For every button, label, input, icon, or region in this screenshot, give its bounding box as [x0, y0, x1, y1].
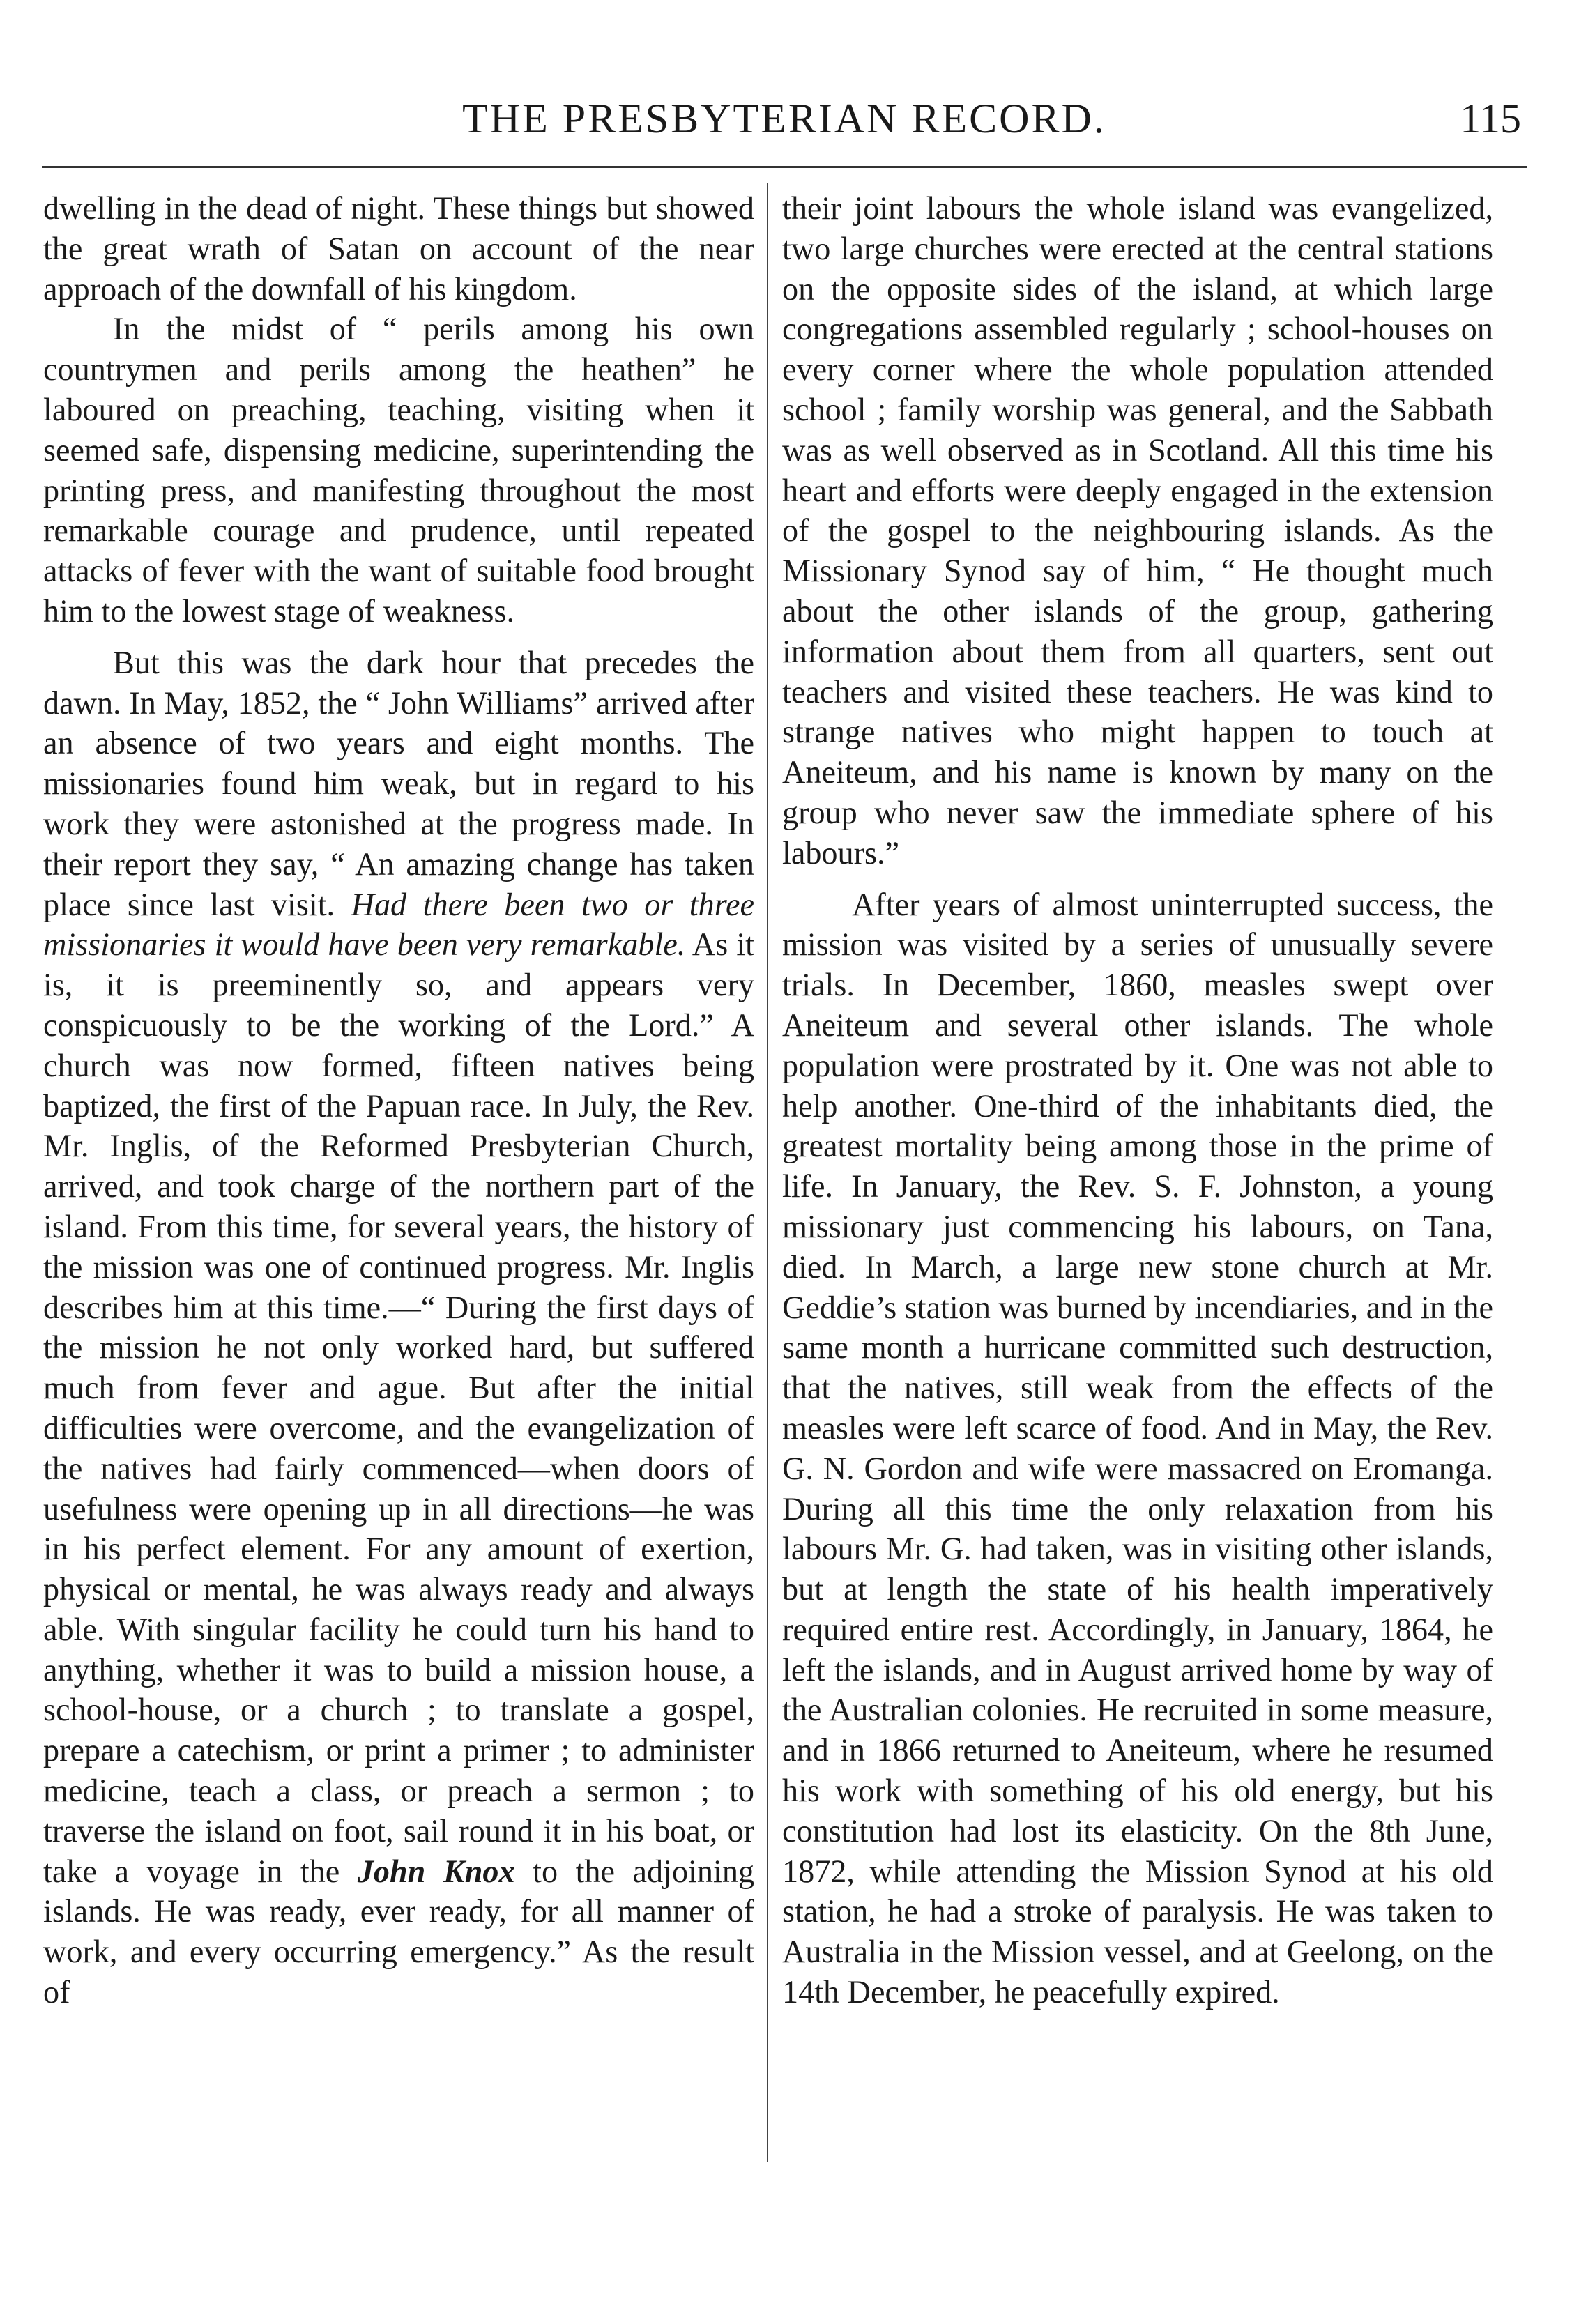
paragraph-dark-hour [43, 643, 754, 2012]
paragraph-perils: In the midst of “ perils among his own countrymen and perils among the heathen” he laboured on preaching, teaching, visiting when it seemed safe, dispensing medicine, superintending the printing press, and manifesting throughout the most remarkable courage and prudence, until repeated attacks of fever with the want of suitable food brought him to the lowest stage of weakness. [43, 311, 754, 629]
ship-name: John Knox [357, 1853, 515, 1889]
paragraph-continuation: dwelling in the dead of night. These things but showed the great wrath of Satan on account of the near approach of the downfall of his kingdom. [43, 190, 754, 307]
page-number: 115 [1460, 95, 1521, 142]
column-divider [767, 183, 768, 2162]
text-segment: But this was the dark hour that precedes the dawn. In May, 1852, the “ John Williams” arrived after an absence of two years and eight months. The missionaries found him weak, but in regard to his work they were astonished at the progress made. In their report they say, “ An amazing change has taken place since last visit. [43, 644, 754, 922]
paragraph-trials: After years of almost uninterrupted success, the mission was visited by a series of unusually severe trials. In December, 1860, measles swept over Aneiteum and several other islands. The whole population were prostrated by it. One was not able to help another. One-third of the inhabitants died, the greatest mortality being among those in the prime of life. In January, the Rev. S. F. Johnston, a young missionary just commencing his labours, on Tana, died. In March, a large new stone church at Mr. Geddie’s station was burned by incendiaries, and in the same month a hurricane committed such destruction, that the natives, still weak from the effects of the measles were left scarce of food. And in May, the Rev. G. N. Gordon and wife were massacred on Eromanga. During all this time the only relaxation from his labours Mr. G. had taken, was in visiting other islands, but at length the state of his health imperatively required entire rest. Accordingly, in January, 1864, he left the islands, and in August arrived home by way of the Australian colonies. He recruited in some measure, and in 1866 returned to Aneiteum, where he resumed his work with something of his old energy, but his constitution had lost its elasticity. On the 8th June, 1872, while attending the Mission Synod at his old station, he had a stroke of paralysis. He was taken to Australia in the Mission vessel, and at Geelong, on the 14th December, he peacefully expired. [782, 886, 1493, 2010]
paragraph-joint-labours: their joint labours the whole island was evangelized, two large churches were erected at the central stations on the opposite sides of the island, at which large congregations assembled regularly ; school-houses on every corner where the whole population attended school ; family worship was general, and the Sabbath was as well observed as in Scotland. All this time his heart and efforts were deeply engaged in the extension of the gospel to the neighbouring islands. As the Missionary Synod say of him, “ He thought much about the other islands of the group, gathering information about them from all quarters, sent out teachers and visited these teachers. He was kind to strange natives who might happen to touch at Aneiteum, and his name is known by many on the group who never saw the immediate sphere of his labours.” [782, 190, 1493, 871]
journal-title: THE PRESBYTERIAN RECORD. [462, 95, 1106, 142]
text-segment: to the adjoining islands. He was ready, ever ready, for all manner of work, and every occurring emergency.” As the result of [43, 1853, 755, 2010]
left-column [43, 188, 754, 2012]
running-header [42, 91, 1527, 153]
header-rule [42, 166, 1527, 168]
italic-quote: Had there been two or three missionaries it would have been very remarkable. [43, 886, 754, 963]
text-segment: As it is, it is preeminently so, and appears very conspicuously to be the working of the Lord.” A church was now formed, fifteen natives being baptized, the first of the Papuan race. In July, the Rev. Mr. Inglis, of the Reformed Presbyterian Church, arrived, and took charge of the northern part of the island. From this time, for several years, the history of the mission was one of continued progress. Mr. Inglis describes him at this time.—“ During the first days of the mission he not only worked hard, but suffered much from fever and ague. But after the initial difficulties were overcome, and the evangelization of the natives had fairly commenced—when doors of usefulness were opening up in all directions—he was in his perfect element. For any amount of exertion, physical or mental, he was always ready and always able. With singular facility he could turn his hand to anything, whether it was to build a mission house, a school-house, or a church ; to translate a gospel, prepare a catechism, or print a primer ; to administer medicine, teach a class, or preach a sermon ; to traverse the island on foot, sail round it in his boat, or take a voyage in the [43, 926, 754, 1889]
right-column [782, 188, 1493, 2012]
